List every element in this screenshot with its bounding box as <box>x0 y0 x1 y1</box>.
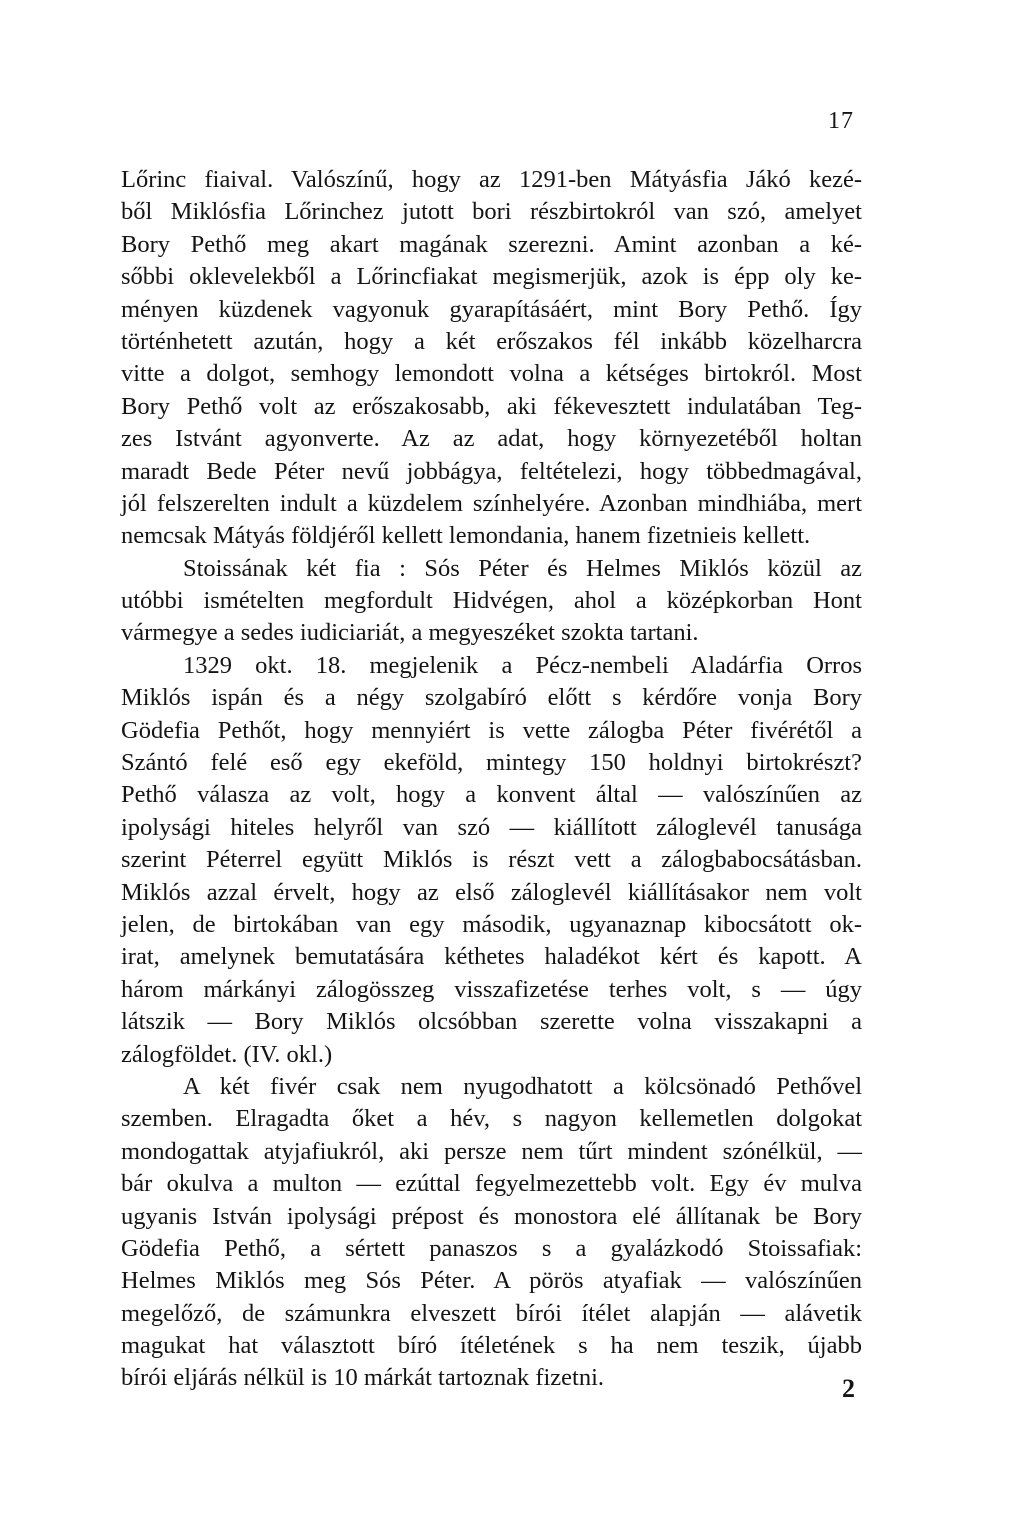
text-line: zes Istvánt agyonverte. Az az adat, hogy környezetéből holtan <box>121 425 862 453</box>
text-line: ugyanis István ipolysági prépost és monostora elé állítanak be Bory <box>121 1202 862 1230</box>
text-line: Helmes Miklós meg Sós Péter. A pörös atyafiak — valószínűen <box>121 1267 862 1295</box>
text-line: Lőrinc fiaival. Valószínű, hogy az 1291-ben Mátyásfia Jákó kezé- <box>121 166 862 193</box>
text-line: látszik — Bory Miklós olcsóbban szerette volna visszakapni a <box>121 1008 862 1036</box>
text-line: Gödefia Pethőt, hogy mennyiért is vette zálogba Péter fivérétől a <box>121 716 862 744</box>
text-line: vitte a dolgot, semhogy lemondott volna a kétséges birtokról. Most <box>121 360 862 388</box>
text-line: bírói eljárás nélkül is 10 márkát tartoznak fizetni. <box>121 1364 605 1392</box>
text-line: Gödefia Pethő, a sértett panaszos s a gyalázkodó Stoissafiak: <box>121 1234 862 1262</box>
text-line: jól felszerelten indult a küzdelem színhelyére. Azonban mindhiába, mert <box>121 489 862 517</box>
text-line: irat, amelynek bemutatására kéthetes haladékot kért és kapott. A <box>121 943 862 971</box>
text-line: szemben. Elragadta őket a hév, s nagyon kellemetlen dolgokat <box>121 1105 862 1133</box>
text-line: maradt Bede Péter nevű jobbágya, feltételezi, hogy többedmagával, <box>121 457 862 485</box>
text-line: megelőző, de számunkra elveszett bírói ítélet alapján — alávetik <box>121 1299 862 1327</box>
text-line: ből Miklósfia Lőrinchez jutott bori részbirtokról van szó, amelyet <box>121 198 862 226</box>
signature-mark: 2 <box>842 1374 855 1403</box>
text-line: ményen küzdenek vagyonuk gyarapításáért, mint Bory Pethő. Így <box>121 295 862 323</box>
text-line: Miklós azzal érvelt, hogy az első záloglevél kiállításakor nem volt <box>121 878 862 906</box>
text-line: A két fivér csak nem nyugodhatott a kölcsönadó Pethővel <box>183 1072 862 1100</box>
text-line: Miklós ispán és a négy szolgabíró előtt s kérdőre vonja Bory <box>121 684 862 712</box>
text-line: Bory Pethő volt az erőszakosabb, aki fékevesztett indulatában Teg- <box>121 392 862 420</box>
text-line: Bory Pethő meg akart magának szerezni. Amint azonban a ké- <box>121 230 862 258</box>
text-line: vármegye a sedes iudiciariát, a megyeszéket szokta tartani. <box>121 619 699 647</box>
text-line: Szántó felé eső egy ekeföld, mintegy 150 holdnyi birtokrészt? <box>121 749 862 777</box>
body-text <box>121 164 862 1395</box>
text-line: jelen, de birtokában van egy második, ugyanaznap kibocsátott ok- <box>121 910 862 938</box>
text-line: zálogföldet. (IV. okl.) <box>121 1040 333 1068</box>
text-line: bár okulva a multon — ezúttal fegyelmezettebb volt. Egy év mulva <box>121 1170 862 1198</box>
text-line: utóbbi ismételten megfordult Hidvégen, ahol a középkorban Hont <box>121 587 862 615</box>
text-line: Stoissának két fia : Sós Péter és Helmes Miklós közül az <box>183 554 862 582</box>
text-line: nemcsak Mátyás földjéről kellett lemondania, hanem fizetnieis kellett. <box>121 522 811 550</box>
text-line: sőbbi oklevelekből a Lőrincfiakat megismerjük, azok is épp oly ke- <box>121 263 862 291</box>
text-line: három márkányi zálogösszeg visszafizetése terhes volt, s — úgy <box>121 975 862 1003</box>
text-line: ipolysági hiteles helyről van szó — kiállított záloglevél tanusága <box>121 813 862 841</box>
text-line: történhetett azután, hogy a két erőszakos fél inkább közelharcra <box>121 327 862 355</box>
text-line: Pethő válasza az volt, hogy a konvent által — valószínűen az <box>121 781 862 809</box>
page-number: 17 <box>828 108 854 134</box>
text-line: mondogattak atyjafiukról, aki persze nem tűrt mindent szónélkül, — <box>121 1137 862 1165</box>
text-line: magukat hat választott bíró ítéletének s ha nem teszik, újabb <box>121 1332 862 1360</box>
text-line: 1329 okt. 18. megjelenik a Pécz-nembeli Aladárfia Orros <box>183 651 862 679</box>
text-line: szerint Péterrel együtt Miklós is részt vett a zálogbabocsátásban. <box>121 846 862 874</box>
